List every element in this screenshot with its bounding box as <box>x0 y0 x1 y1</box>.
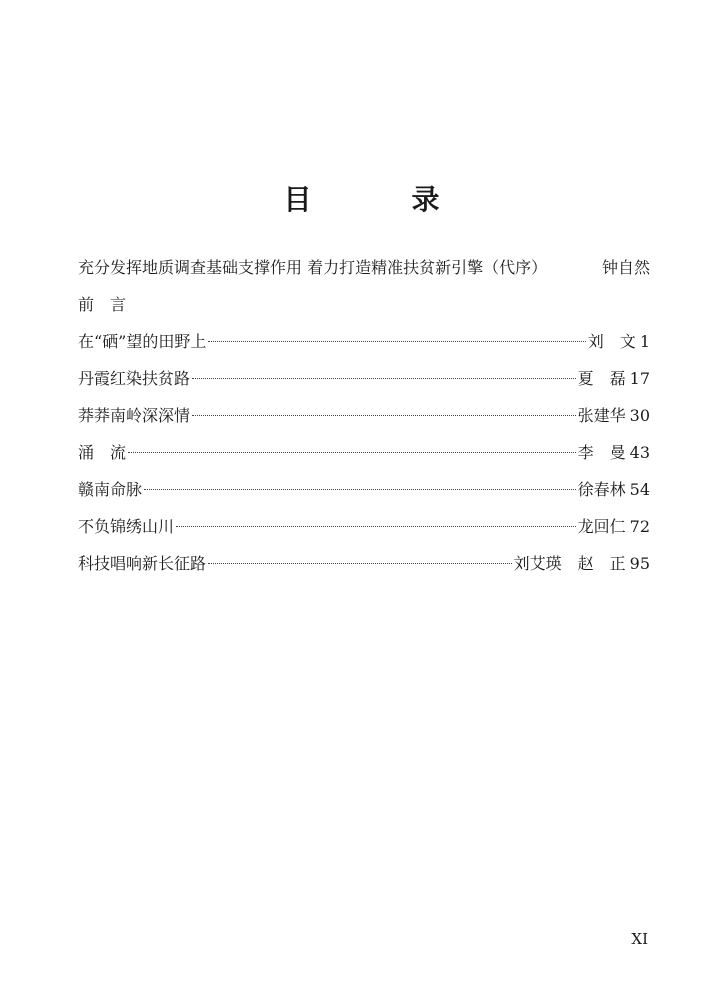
toc-entry-author: 夏 磊 <box>577 369 626 388</box>
toc-entry-title: 赣南命脉 <box>78 480 143 499</box>
toc-foreword-title: 前 言 <box>78 295 127 314</box>
toc-entry-page: 17 <box>629 369 650 388</box>
toc-foreword-row[interactable] <box>78 293 650 330</box>
dot-leader <box>144 489 576 490</box>
toc-entry[interactable] <box>78 478 650 515</box>
toc-entry-title: 丹霞红染扶贫路 <box>78 369 191 388</box>
toc-entry[interactable] <box>78 367 650 404</box>
toc-entry-title: 在“硒”望的田野上 <box>78 332 207 351</box>
dot-leader <box>128 452 576 453</box>
dot-leader <box>208 563 512 564</box>
toc-entry-page: 43 <box>629 443 650 462</box>
toc-entry-author: 张建华 <box>577 406 626 425</box>
toc-entry-author: 龙回仁 <box>577 517 626 536</box>
toc-entry-author: 李 曼 <box>577 443 626 462</box>
toc-entry-author: 刘艾瑛 赵 正 <box>513 554 626 573</box>
toc-entry-title: 科技唱响新长征路 <box>78 554 207 573</box>
toc-entry[interactable] <box>78 552 650 589</box>
table-of-contents <box>78 256 650 589</box>
toc-entry-page: 54 <box>629 480 650 499</box>
toc-entry-page: 30 <box>629 406 650 425</box>
toc-preface-row[interactable] <box>78 256 650 293</box>
page-title: 目 录 <box>283 183 476 216</box>
toc-entry-author: 徐春林 <box>577 480 626 499</box>
toc-entry-page: 1 <box>639 332 650 351</box>
toc-entry-title: 莽莽南岭深深情 <box>78 406 191 425</box>
toc-entry[interactable] <box>78 330 650 367</box>
toc-entry-page: 95 <box>629 554 650 573</box>
toc-entry[interactable] <box>78 404 650 441</box>
page-number: XI <box>631 930 648 948</box>
toc-entry-title: 不负锦绣山川 <box>78 517 175 536</box>
toc-preface-author: 钟自然 <box>601 258 650 277</box>
toc-entry-author: 刘 文 <box>587 332 636 351</box>
dot-leader <box>192 415 576 416</box>
toc-entry-title: 涌 流 <box>78 443 127 462</box>
toc-preface-title: 充分发挥地质调查基础支撑作用 着力打造精准扶贫新引擎（代序） <box>78 258 548 277</box>
dot-leader <box>208 341 585 342</box>
toc-entry-page: 72 <box>629 517 650 536</box>
toc-entry[interactable] <box>78 441 650 478</box>
toc-entry[interactable] <box>78 515 650 552</box>
dot-leader <box>176 526 576 527</box>
dot-leader <box>192 378 576 379</box>
